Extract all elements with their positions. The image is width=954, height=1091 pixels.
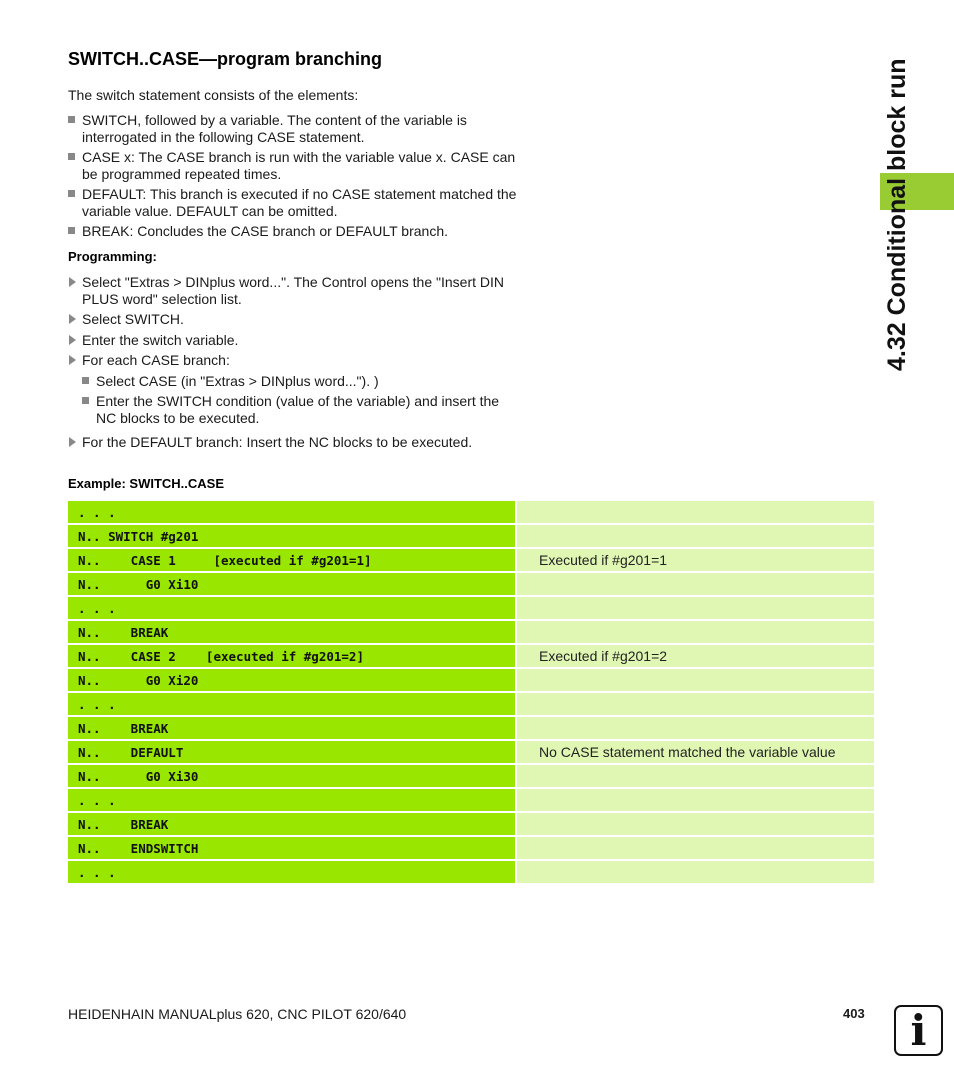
step-item	[68, 352, 518, 426]
code-cell: . . .	[68, 693, 515, 715]
code-cell: N.. G0 Xi30	[68, 765, 515, 787]
comment-cell	[517, 765, 874, 787]
table-row	[68, 837, 874, 859]
code-cell: N.. BREAK	[68, 717, 515, 739]
chapter-title-text: 4.32 Conditional block run	[883, 58, 911, 371]
list-item	[68, 186, 518, 219]
substep-item	[82, 373, 518, 390]
table-row	[68, 789, 874, 811]
page-number: 403	[843, 1006, 865, 1021]
footer-text: HEIDENHAIN MANUALplus 620, CNC PILOT 620/640	[68, 1006, 407, 1022]
code-cell: N.. DEFAULT	[68, 741, 515, 763]
table-row	[68, 741, 874, 763]
square-bullet-icon	[82, 377, 89, 384]
comment-cell: Executed if #g201=2	[517, 645, 874, 667]
code-cell: N.. ENDSWITCH	[68, 837, 515, 859]
comment-cell	[517, 573, 874, 595]
table-row	[68, 621, 874, 643]
comment-cell	[517, 501, 874, 523]
comment-cell: No CASE statement matched the variable value	[517, 741, 874, 763]
step-item	[68, 311, 518, 328]
step-item	[68, 274, 518, 307]
programming-title: Programming:	[68, 249, 157, 264]
triangle-bullet-icon	[69, 355, 76, 365]
example-title: Example: SWITCH..CASE	[68, 476, 225, 491]
table-row	[68, 573, 874, 595]
code-cell: N.. BREAK	[68, 813, 515, 835]
square-bullet-icon	[68, 190, 75, 197]
table-row	[68, 669, 874, 691]
step-item	[68, 332, 518, 349]
triangle-bullet-icon	[69, 437, 76, 447]
code-cell: . . .	[68, 597, 515, 619]
comment-cell	[517, 669, 874, 691]
code-cell: N.. CASE 2 [executed if #g201=2]	[68, 645, 515, 667]
code-cell: N.. G0 Xi20	[68, 669, 515, 691]
list-item	[68, 223, 518, 240]
table-row	[68, 501, 874, 523]
table-row	[68, 525, 874, 547]
table-row	[68, 693, 874, 715]
table-row	[68, 549, 874, 571]
intro-text: The switch statement consists of the elements:	[68, 87, 359, 103]
comment-cell	[517, 621, 874, 643]
section-heading: SWITCH..CASE—program branching	[68, 49, 383, 69]
table-row	[68, 861, 874, 883]
table-row	[68, 717, 874, 739]
list-item	[68, 149, 518, 182]
comment-cell	[517, 717, 874, 739]
list-item-text: SWITCH, followed by a variable. The content of the variable is interrogated in the following CASE statement.	[82, 112, 467, 145]
square-bullet-icon	[68, 116, 75, 123]
triangle-bullet-icon	[69, 314, 76, 324]
list-item-text: BREAK: Concludes the CASE branch or DEFAULT branch.	[82, 223, 448, 239]
table-row	[68, 645, 874, 667]
code-cell: . . .	[68, 861, 515, 883]
programming-steps	[68, 274, 518, 455]
list-item-text: CASE x: The CASE branch is run with the variable value x. CASE can be programmed repeated times.	[82, 149, 516, 182]
table-row	[68, 813, 874, 835]
element-list	[68, 112, 518, 244]
comment-cell	[517, 861, 874, 883]
square-bullet-icon	[68, 227, 75, 234]
table-row	[68, 597, 874, 619]
step-text: For each CASE branch:	[82, 352, 230, 368]
comment-cell	[517, 525, 874, 547]
step-text: Select SWITCH.	[82, 311, 184, 327]
list-item	[68, 112, 518, 145]
substep-text: Enter the SWITCH condition (value of the variable) and insert the NC blocks to be executed.	[96, 393, 500, 426]
comment-cell	[517, 813, 874, 835]
triangle-bullet-icon	[69, 335, 76, 345]
code-cell: N.. SWITCH #g201	[68, 525, 515, 547]
code-cell: . . .	[68, 501, 515, 523]
code-cell: N.. CASE 1 [executed if #g201=1]	[68, 549, 515, 571]
step-item	[68, 434, 518, 451]
info-icon: i	[894, 1005, 943, 1056]
square-bullet-icon	[68, 153, 75, 160]
substep-list	[82, 373, 518, 427]
step-text: Select "Extras > DINplus word...". The Control opens the "Insert DIN PLUS word" selection list.	[82, 274, 504, 307]
comment-cell: Executed if #g201=1	[517, 549, 874, 571]
substep-text: Select CASE (in "Extras > DINplus word..."). )	[96, 372, 379, 389]
step-text: Enter the switch variable.	[82, 331, 239, 348]
table-row	[68, 765, 874, 787]
code-cell: N.. G0 Xi10	[68, 573, 515, 595]
substep-item	[82, 393, 518, 426]
comment-cell	[517, 693, 874, 715]
comment-cell	[517, 837, 874, 859]
list-item-text: DEFAULT: This branch is executed if no CASE statement matched the variable value. DEFAULT can be omitted.	[82, 186, 517, 219]
comment-cell	[517, 789, 874, 811]
code-cell: N.. BREAK	[68, 621, 515, 643]
code-cell: . . .	[68, 789, 515, 811]
step-text: For the DEFAULT branch: Insert the NC blocks to be executed.	[82, 434, 473, 450]
triangle-bullet-icon	[69, 277, 76, 287]
comment-cell	[517, 597, 874, 619]
square-bullet-icon	[82, 397, 89, 404]
code-example-table	[68, 501, 874, 885]
